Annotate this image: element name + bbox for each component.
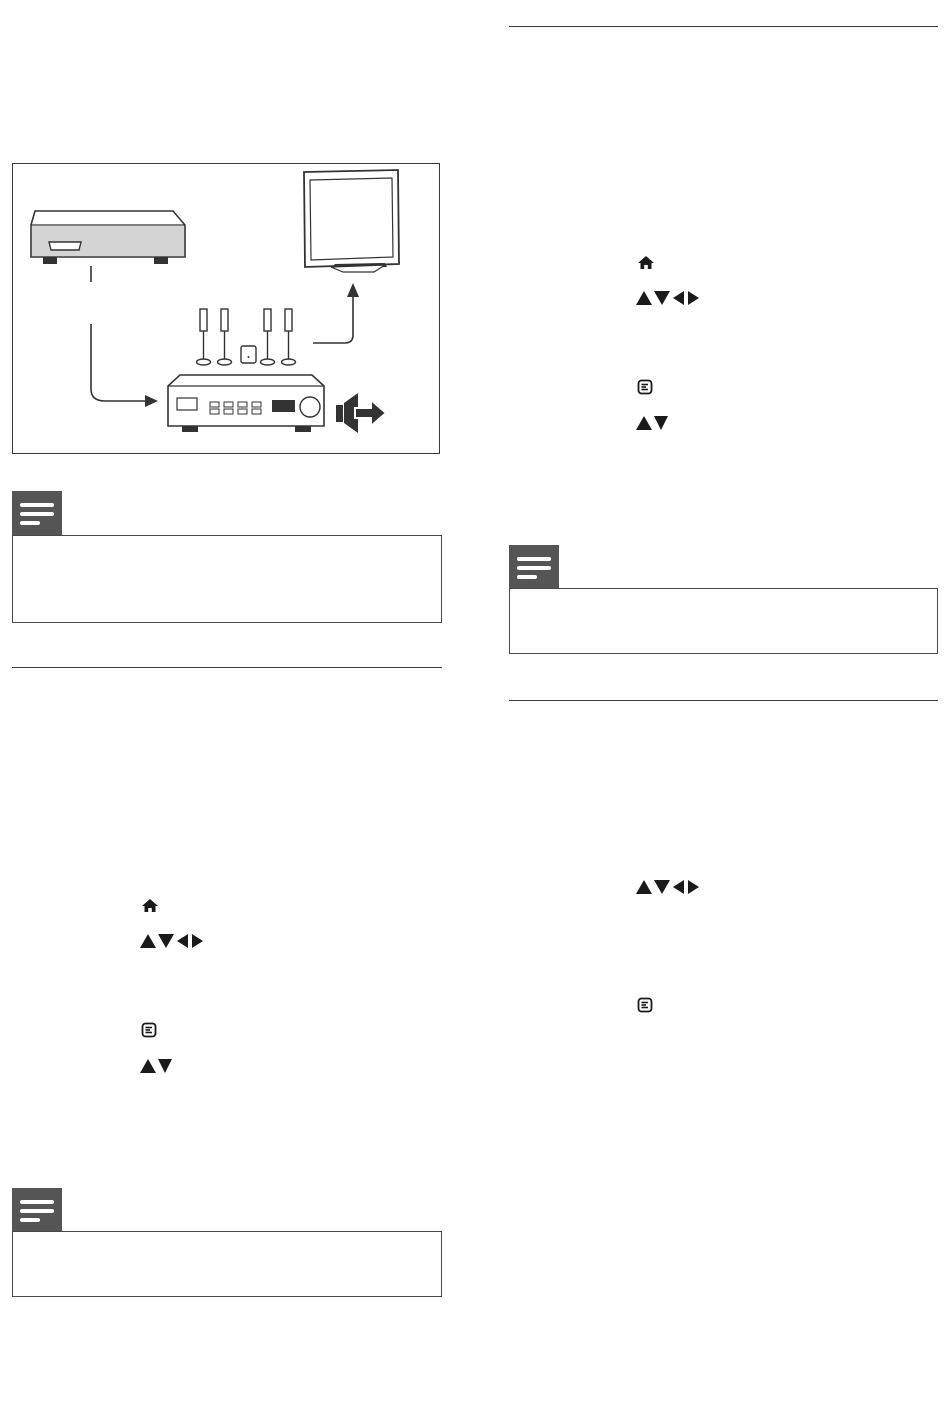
connection-diagram-illustration — [13, 164, 439, 453]
up-down-arrows-icon — [635, 415, 669, 431]
audio-out-symbol — [336, 393, 386, 433]
section-divider-right — [509, 700, 938, 701]
note-box-3 — [509, 588, 938, 654]
connection-diagram — [12, 163, 440, 454]
navigation-arrows-icon — [139, 933, 205, 949]
navigation-arrows-icon — [635, 879, 701, 895]
note-icon — [12, 491, 62, 535]
note-block-1 — [12, 491, 442, 623]
home-icon — [141, 897, 159, 915]
note-box-2 — [12, 1231, 442, 1297]
home-icon — [637, 254, 655, 272]
note-icon — [12, 1188, 62, 1232]
note-icon — [509, 545, 559, 589]
note-block-2 — [12, 1188, 442, 1297]
note-box-1 — [12, 535, 442, 623]
navigation-arrows-icon — [635, 290, 701, 306]
section-divider-left — [12, 667, 442, 668]
options-icon — [141, 1022, 157, 1038]
options-icon — [637, 997, 653, 1013]
up-down-arrows-icon — [139, 1058, 173, 1074]
arrow-to-receiver — [145, 395, 158, 407]
section-divider-right-top — [509, 26, 938, 27]
subwoofer — [241, 346, 256, 363]
arrow-to-tv — [347, 283, 359, 297]
note-block-3 — [509, 545, 938, 654]
options-icon — [637, 379, 653, 395]
hdmi-source-box — [31, 211, 185, 264]
tv-monitor — [304, 170, 399, 272]
av-receiver — [168, 375, 324, 432]
